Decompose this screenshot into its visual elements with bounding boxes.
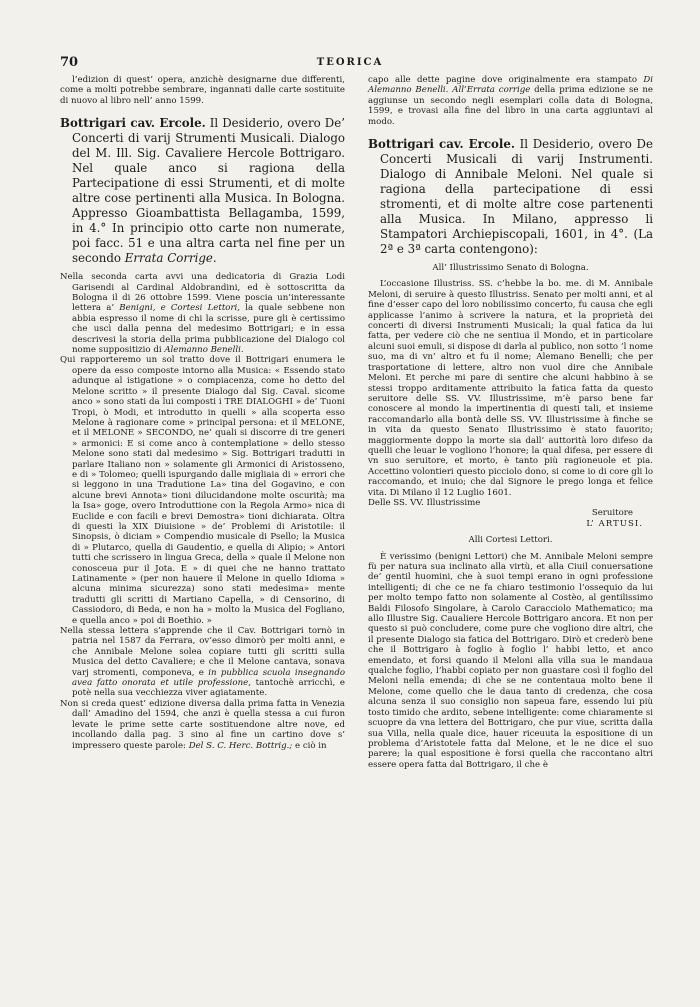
entry-title: Il Desiderio, overo De’ Concerti di varij Strumenti Musicali. Dialogo del M. Ill. Sig. Cavaliere Hercole Bottrigaro. Nel quale anco si ragiona della Partecipatione di essi Strumenti, et di molte altre cose pertinenti alla Musica. In Bologna. Appresso Gioambattista Bellagamba, 1599, in 4.° In principio otto carte non numerate, poi facc. 51 e una altra carta nel fine per un secondo [72,116,345,266]
left-column [60,75,345,751]
note-text: e ciò in [292,740,327,751]
servitore-line: Seruitore [591,508,633,519]
note-italic: Benigni, e Cortesi Lettori, [119,303,241,314]
note-paragraph [60,699,345,751]
note-italic: in pubblica scuola insegnando avea fatto onorata et utile professione, [72,667,345,689]
readers-body: È verissimo (benigni Lettori) che M. Annibale Meloni sempre fù per natura sua inclinato alla virtù, et alla Ciuil conuersatione de’ gentil huomini, che à suoi tempi erano in ogni professione intelligenti; di che ce ne fa chiaro testimonio l’ossequio da lui per molto tempo fatto non solamente al Costèo, al gentilissimo Baldi Filosofo Singolare, à Carolo Caracciolo Mathematico; ma allo Illustre Sig. Caualiere Hercole Bottrigaro ancora. Et non per questo si può concludere, come pure che vogliono dire altri, che il presente Dialogo sia fatica del Bottrigaro. Dirò et crederò bene che il Bottrigaro à foglio à foglio l’ habbi letto, et anco emendato, et forsi quando il Meloni alla villa sua le mandaua qualche foglio, l’habbi copiato per non guastare così il foglio del Meloni nella emenda; di che se ne contentaua molto bene il Melone, come quello che le daua tanto di credenza, che cosa alcuna senza il suo consiglio non sapeua fare, essendo lui più tosto timido che ardito, sebene intelligente: come chiaramente si scuopre da vna lettera del Bottrigaro, che pur viue, scritta dalla sua Villa, nella quale dice, hauer riceuuta la espositione di un problema d’Aristotele fatta dal Melone, et le ne dice el suo parere; la qual espositione è forsi quella che raccontano altri essere opera fatta dal Bottrigaro, il che è [368,551,653,770]
note-text: della prima edizione se ne aggiunse un secondo negli esemplari colla data di Bologna, 1599, e trovasi alla fine del libro in una carta aggiuntavi al modo. [368,85,653,127]
note-text: Nella stessa lettera s’apprende che il Cav. Bottrigari tornò in patria nel 1587 da Ferrara, ov’esso dimorò per molti anni, e che Annibale Melone solea copiare tutti gli scritti sulla Musica del detto Cavaliere; e che il Melone cantava, sonava varj stromenti, componeva, e [60,626,345,678]
note-text: tantochè arricchì, e potè nella sua vecchiezza viver agiatamente. [72,678,345,699]
note-text: Nella seconda carta avvi una dedicatoria di Grazia Lodi Garisendi al Cardinal Aldobrandini, ed è sottoscritta da Bologna il di 26 ottobre 1599. Viene poscia un’interessante lettera a’ [60,272,345,314]
right-column [368,75,653,770]
quotation-paragraph: Qui rapporteremo un sol tratto dove il Bottrigari enumera le opere da esso composte intorno alla Musica: « Essendo stato adunque al istigatione » o compiacenza, come ho detto del Melone scritto » il presente Dialogo dal Sig. Caval. sicome anco » sono stati da lui composti i TRE DIALOGHI » de’ Tuoni Tropi, ò Modi, et introdutto in quelli » alla scoperta esso Melone à ragionare come » principal persona: et il MELONE, et il MELONE » SECONDO, ne’ quali si discorre di tre generi » armonici: E si come anco à contemplatione » dello stesso Melone sono stati dal medesimo » Sig. Bottrigari tradutti in parlare Italiano non » solamente gli Armonici di Aristosseno, e di » Tolomeo; quelli ispurgando dalle migliaia di » errori che si leggono in una Tradutione La» tina del Gogavino, e con alcune brevi Annota» tioni dilucidandone molte oscurità; ma la Isa» goge, overo Introduttione con la Regola Armo» nica di Euclide e con facili e brevi Demostra» tioni dichiarata. Oltra di questi la XIX Diuisione » de’ Problemi di Aristotile: il Sinopsis, ò diciam » Compendio musicale di Psello; la Musica di » Plutarco, quella di Gaudentio, e quella di Alipio; » Antori tutti che scrissero in lingua Greca, della » quale il Melone non conosceua pur il Jota. E » di quei che ne hanno trattato Latinamente » (per non hauere il Melone in quello Idioma » alcuna minima sicurezza) sono stati medesima» mente tradutti gli scritti di Martiano Capella, » di Censorino, di Cassiodoro, di Beda, e non ha » molto la Musica del Fogliano, e quella anco » poi di Boethio. » [60,355,345,626]
entry-errata: Errata Corrige. [124,251,217,266]
bibliography-entry [60,116,345,266]
note-text: la quale sebbene non abbia espresso il nome di chi la scrisse, pure gli è certissimo che uscì dalla penna del medesimo Bottrigari; e in essa descrivesi la storia della prima pubblicazione del Dialogo col nome suppositizio di [72,303,346,356]
dedication-heading: All’ Illustrissimo Senato di Bologna. [432,263,589,274]
note-italic: Di Alemanno Benelli. All’Errata corrige [368,75,653,96]
note-italic: Del S. C. Herc. Bottrig.; [188,740,293,751]
note-paragraph [60,626,345,699]
running-head: TEORICA [316,57,384,68]
continuation-paragraph: l’edizion di quest’ opera, anzichè designarne due differenti, come a molti potrebbe sembrare, ingannati dalle carte sostituite di nuovo al libro nell’ anno 1599. [60,75,345,106]
entry-author: Bottrigari cav. Ercole. [60,116,206,131]
signature: L’ ARTUSI. [586,518,643,529]
note-text: Non si creda quest’ edizione diversa dalla prima fatta in Venezia dall’ Amadino del 1594, che anzi è quella stessa a cui furon levate le prime sette carte sostituendone altre nove, ed incollando dalla pag. 3 sino al fine un cartino dove s’ impressero queste parole: [60,698,345,751]
note-text: capo alle dette pagine dove originalmente era stampato [368,75,644,85]
dedication-body: L’occasione Illustriss. SS. c’hebbe la bo. me. di M. Annibale Meloni, di seruire à questo Illustriss. Senato per molti anni, et al fine d’esser capo del loro nobilissimo concerto, fu causa che egli applicasse l’animo à scrivere la natura, et la proprietà dei concerti di diversi Instrumenti Musicali; la qual fatica da lui fatta, per vedere ciò che ne sentiua il Mondo, et in particolare alcuni suoi emuli, si dispose di darla al publico, non sotto ’l nome suo, ma di vn’ altro et fu il nome; Alemano Benelli; che per trasportatione di lettere, altro non vuol dire che Annibale Meloni. Et perche mi pare di sentire che alcuni habbino à se stessi troppo arditamente attribuito la fatica fatta da questo seruitore delle SS. VV. Illustrissime, m’è parso bene far conoscere al mondo la impertinentia di questi tali, et insieme raccomandarlo alla bontà delle SS. VV. Illustrissime à finche se in vita da questo Senato Illustrissimo è stato fauorito; maggiormente doppo la morte sia dall’ auttorità loro difeso da quelli che leuar le vogliono l’honore; la qual difesa, per essere di vn suo seruitore, et morto, è tanto più ragioneuole et pia. Accettino volontieri questo picciolo dono, si come io di core gli lo raccomando, et inuio; che dal Signore le prego longa et felice vita. Di Milano il 12 Luglio 1601. [368,279,653,498]
bibliography-entry [368,137,653,257]
entry-author: Bottrigari cav. Ercole. [368,137,515,152]
entry-title: Il Desiderio, overo De Concerti Musicali di varij Instrumenti. Dialogo di Annibale Meloni. Nel quale si ragiona della partecipatione di essi stromenti, et di molte altre cose partenenti alla Musica. In Milano, appresso li Stampatori Archiepiscopali, 1601, in 4°. (La 2ª e 3ª carta contengono): [380,137,653,257]
readers-heading: Alli Cortesi Lettori. [468,535,553,546]
closing-line: Delle SS. VV. Illustrissime [368,497,481,508]
note-paragraph [368,75,653,127]
note-paragraph [60,272,345,355]
page-number: 70 [60,55,79,70]
note-italic: Alemanno Benelli. [164,345,244,356]
